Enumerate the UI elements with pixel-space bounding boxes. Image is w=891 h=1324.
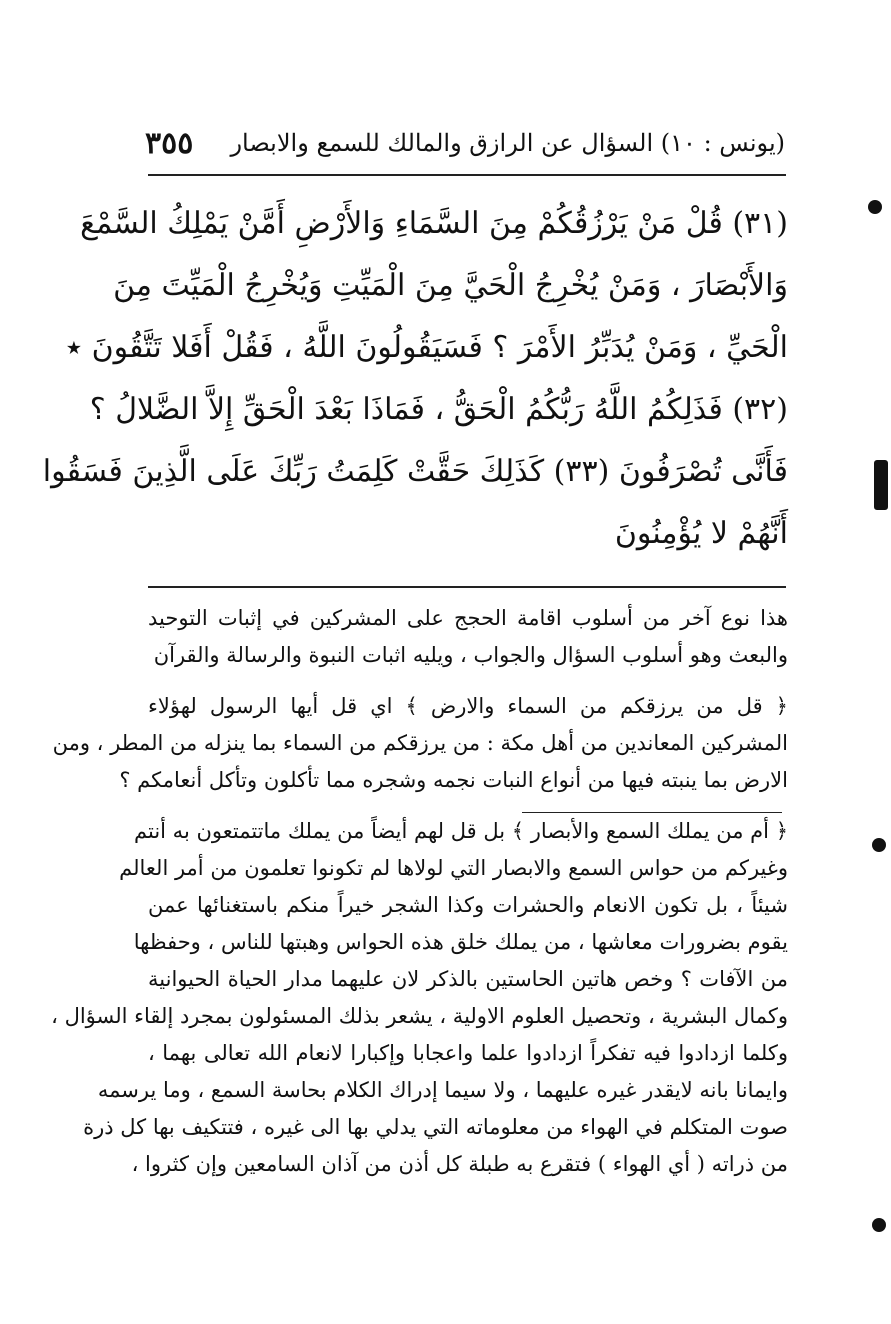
verse-line: وَالأَبْصَارَ ، وَمَنْ يُخْرِجُ الْحَيَّ مِنَ الْمَيِّتِ وَيُخْرِجُ الْمَيِّتَ مِنَ bbox=[113, 268, 788, 303]
commentary-line: يقوم بضرورات معاشها ، من يملك خلق هذه الحواس وهبتها للناس ، وحفظها bbox=[133, 930, 788, 954]
binding-hole-mark bbox=[872, 838, 886, 852]
commentary-line: من ذراته ( أي الهواء ) فتقرع به طبلة كل أذن من آذان السامعين وإن كثروا ، bbox=[131, 1152, 788, 1176]
verse-line: الْحَيِّ ، وَمَنْ يُدَبِّرُ الأَمْرَ ؟ فَسَيَقُولُونَ اللَّهُ ، فَقُلْ أَفَلا تَتَّقُونَ ٭ bbox=[65, 330, 788, 365]
text-underline bbox=[522, 812, 782, 813]
commentary-line: صوت المتكلم في الهواء من معلوماته التي يدلي بها الى غيره ، فتتكيف بها كل ذرة bbox=[83, 1115, 788, 1139]
commentary-line: ﴿ أم من يملك السمع والأبصار ﴾ بل قل لهم أيضاً من يملك ماتتمتعون به أنتم bbox=[134, 819, 788, 843]
binding-hole-mark bbox=[868, 200, 882, 214]
commentary-line: وغيركم من حواس السمع والابصار التي لولاها لم تكونوا تعلمون من أمر العالم bbox=[119, 856, 788, 880]
verse-line: (٣١) قُلْ مَنْ يَرْزُقُكُمْ مِنَ السَّمَاءِ وَالأَرْضِ أَمَّنْ يَمْلِكُ السَّمْعَ bbox=[80, 206, 788, 241]
commentary-line: الارض بما ينبته فيها من أنواع النبات نجمه وشجره مما تأكلون وتأكل أنعامكم ؟ bbox=[119, 768, 788, 792]
commentary-line: المشركين المعاندين من أهل مكة : من يرزقكم من السماء بما ينزله من المطر ، ومن bbox=[52, 731, 788, 755]
verse-line: فَأَنَّى تُصْرَفُونَ (٣٣) كَذَلِكَ حَقَّتْ كَلِمَتُ رَبِّكَ عَلَى الَّذِينَ فَسَقُوا bbox=[42, 454, 788, 489]
running-title: (يونس : ١٠) السؤال عن الرازق والمالك للسمع والابصار bbox=[230, 129, 785, 157]
verse-line: (٣٢) فَذَلِكُمُ اللَّهُ رَبُّكُمُ الْحَقُّ ، فَمَاذَا بَعْدَ الْحَقِّ إِلاَّ الضَّلالُ ؟ bbox=[89, 392, 788, 427]
commentary-line: ﴿ قل من يرزقكم من السماء والارض ﴾ اي قل أيها الرسول لهؤلاء bbox=[148, 694, 788, 718]
commentary-line: وايمانا بانه لايقدر غيره عليهما ، ولا سيما إدراك الكلام بحاسة السمع ، وما يرسمه bbox=[97, 1078, 788, 1102]
page-number: ٣٥٥ bbox=[145, 125, 194, 161]
commentary-line: والبعث وهو أسلوب السؤال والجواب ، ويليه اثبات النبوة والرسالة والقرآن bbox=[153, 643, 788, 667]
paragraph-gap bbox=[148, 674, 788, 688]
commentary-block bbox=[51, 600, 788, 1183]
header-divider bbox=[148, 174, 786, 176]
commentary-line: وكلما ازدادوا فيه تفكراً ازدادوا علما واعجابا وإكبارا لانعام الله تعالى بهما ، bbox=[148, 1041, 788, 1065]
page-edge-mark bbox=[874, 460, 888, 510]
verse-line: أَنَّهُمْ لا يُؤْمِنُونَ bbox=[614, 516, 788, 551]
page-header bbox=[145, 122, 785, 164]
commentary-line: هذا نوع آخر من أسلوب اقامة الحجج على المشركين في إثبات التوحيد bbox=[148, 606, 788, 630]
commentary-line: وكمال البشرية ، وتحصيل العلوم الاولية ، يشعر بذلك المسئولون بمجرد إلقاء السؤال ، bbox=[51, 1004, 788, 1028]
binding-hole-mark bbox=[872, 1218, 886, 1232]
commentary-line: شيئاً ، بل تكون الانعام والحشرات وكذا الشجر خيراً منكم باستغنائها عمن bbox=[148, 893, 788, 917]
paragraph-gap bbox=[148, 799, 788, 813]
verse-commentary-divider bbox=[148, 586, 786, 588]
commentary-line: من الآفات ؟ وخص هاتين الحاستين بالذكر لان عليهما مدار الحياة الحيوانية bbox=[148, 967, 788, 991]
quran-verses-block bbox=[42, 196, 788, 568]
